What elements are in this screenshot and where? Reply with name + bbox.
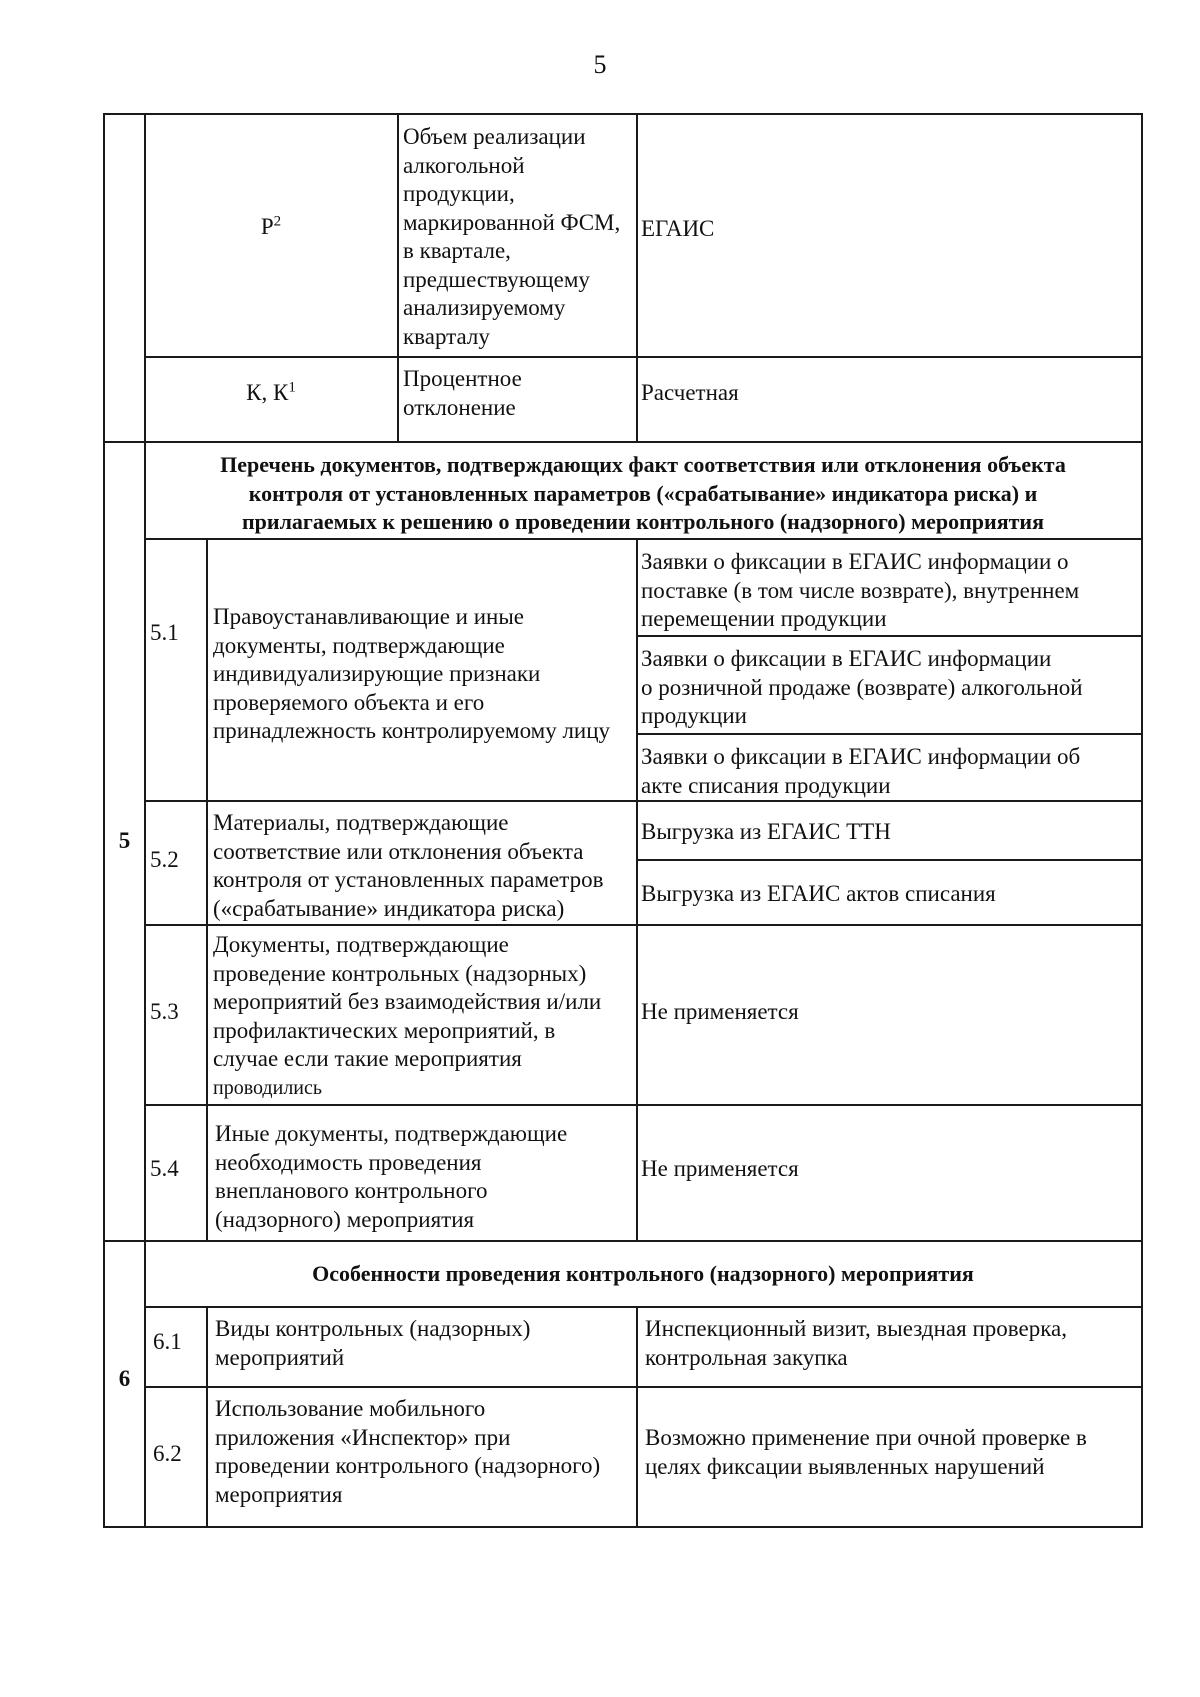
- item-5-2-description: Материалы, подтверждающие соответствие или отклонения объекта контроля от установленных параметров («срабатывание» индикатора риска): [213, 810, 604, 921]
- item-5-2-number: 5.2: [150, 847, 179, 872]
- item-5-1-doc-1: Заявки о фиксации в ЕГАИС информации о поставке (в том числе возврате), внутреннем перемещении продукции: [641, 549, 1080, 631]
- p2-source: ЕГАИС: [641, 216, 715, 241]
- item-5-1-description: Правоустанавливающие и иные документы, подтверждающие индивидуализирующие признаки проверяемого объекта и его принадлежность контролируемому лицу: [213, 604, 611, 743]
- item-5-3-value: Не применяется: [641, 999, 799, 1024]
- item-5-1-doc-2: Заявки о фиксации в ЕГАИС информации о розничной продаже (возврате) алкогольной продукции: [641, 646, 1083, 728]
- item-5-1-number: 5.1: [150, 620, 179, 645]
- item-5-4-number: 5.4: [150, 1156, 179, 1181]
- section6-number: 6: [118, 1366, 131, 1391]
- item-5-1-doc-3: Заявки о фиксации в ЕГАИС информации об акте списания продукции: [641, 744, 1081, 798]
- p2-description: Объем реализации алкогольной продукции, маркированной ФСМ, в квартале, предшествующему анализируемому кварталу: [403, 124, 621, 349]
- item-6-1-number: 6.1: [153, 1329, 182, 1354]
- p2-symbol: $P^2$: [260, 213, 282, 239]
- item-5-4-value: Не применяется: [641, 1156, 799, 1181]
- item-5-3-number: 5.3: [150, 999, 179, 1024]
- item-6-1-description: Виды контрольных (надзорных) мероприятий: [215, 1316, 531, 1370]
- item-6-2-value: Возможно применение при очной проверке в целях фиксации выявленных нарушений: [645, 1425, 1087, 1479]
- k-description: Процентное отклонение: [403, 366, 522, 420]
- item-6-2-number: 6.2: [153, 1441, 182, 1466]
- section6-header: Особенности проведения контрольного (надзорного) мероприятия: [312, 1261, 974, 1286]
- item-5-4-description: Иные документы, подтверждающие необходимость проведения внепланового контрольного (надзорного) мероприятия: [215, 1121, 568, 1232]
- item-6-2-description: Использование мобильного приложения «Инспектор» при проведении контрольного (надзорного) мероприятия: [215, 1396, 601, 1507]
- k-symbol: К, $К^1$: [246, 379, 296, 405]
- k-source: Расчетная: [641, 380, 739, 405]
- page-number: 5: [593, 50, 607, 79]
- section5-header: Перечень документов, подтверждающих факт соответствия или отклонения объекта контроля от установленных параметров («срабатывание» индикатора риска) и прилагаемых к решению о проведении контрольного (надзорного) мероприятия: [220, 452, 1066, 534]
- item-6-1-value: Инспекционный визит, выездная проверка, контрольная закупка: [645, 1316, 1067, 1370]
- item-5-2-doc-1: Выгрузка из ЕГАИС ТТН: [641, 819, 891, 844]
- item-5-3-description: Документы, подтверждающие проведение контрольных (надзорных) мероприятий без взаимодействия и/или профилактических мероприятий, в случае если такие мероприятия проводились: [213, 932, 602, 1099]
- section5-number: 5: [118, 828, 131, 853]
- item-5-2-doc-2: Выгрузка из ЕГАИС актов списания: [641, 881, 996, 906]
